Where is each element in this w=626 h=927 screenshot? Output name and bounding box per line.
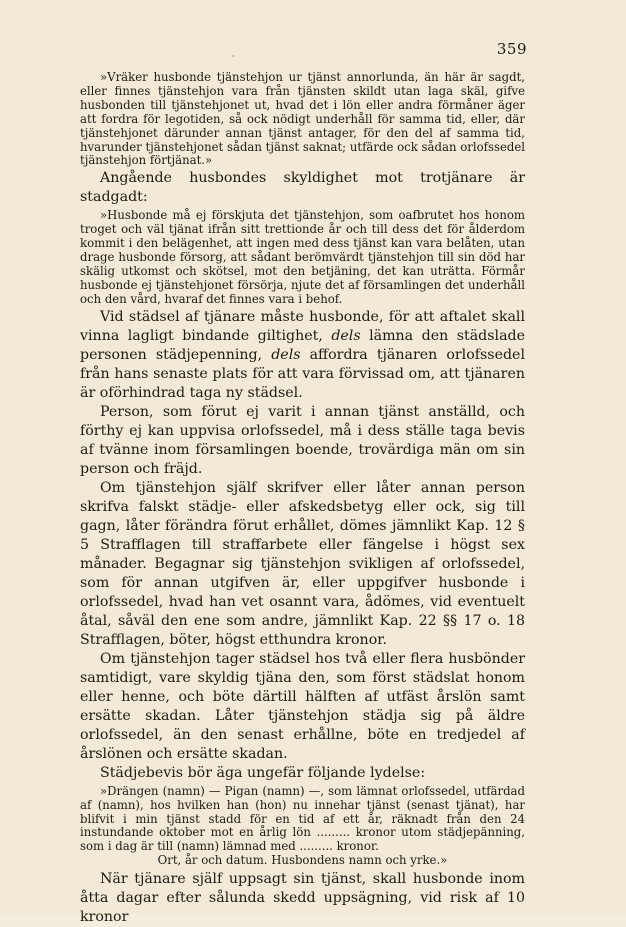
paragraph-quoted-wrongful-dismissal: »Vräker husbonde tjänstehjon ur tjänst annorlunda, än här är sagdt, eller finnes tjänstehjon vara från tjänsten skildt utan laga skäl, gifve husbonden till tjänstehjonet ut, hvad det i lön eller andra förmåner äger att fordra för legotiden, så ock nödigt underhåll för samma tid, eller, där tjänstehjonet därunder annan tjänst antager, för den del af samma tid, hvarunder tjänstehjonet sådan tjänst saknat; utfärde ock sådan orlofssedel tjänstehjon förtjänat.» bbox=[80, 70, 525, 168]
paragraph-resignation: När tjänare själf uppsagt sin tjänst, skall husbonde inom åtta dagar efter sålunda skedd uppsägning, vid risk af 10 kronor bbox=[80, 871, 525, 926]
paragraph-certificate-heading: Städjebevis bör äga ungefär följande lydelse: bbox=[100, 764, 426, 781]
hiring-emphasis-dels-second: dels bbox=[271, 346, 301, 363]
paragraph-double-hiring: Om tjänstehjon tager städsel hos två eller flera husbönder samtidigt, vare skyldig tjäna den, som först städslat honom eller henne, och böte därtill hälften af utfäst årslön samt ersätte skadan. Låter tjänstehjon städja sig på äldre orlofssedel, än den senast erhållne, böte en tredjedel af årslönen och ersätte skadan. bbox=[80, 650, 525, 762]
hiring-text-middle: lämna den städslade personen städjepenning, bbox=[80, 327, 526, 363]
hiring-emphasis-dels-first: dels bbox=[331, 327, 361, 344]
paragraph-first-employment: Person, som förut ej varit i annan tjänst anställd, och förthy ej kan uppvisa orlofssedel, må i dess ställe taga bevis af tvänne inom församlingen boende, trovärdiga män om sin person och fräjd. bbox=[80, 403, 525, 477]
printed-dot-mark: · bbox=[232, 52, 235, 61]
certificate-signature-line: Ort, år och datum. Husbondens namn och yrke.» bbox=[157, 853, 448, 868]
hiring-text-end: affordra tjänaren orlofssedel från hans senaste plats för att vara förvissad om, att tjänaren är oförhindrad taga ny städsel. bbox=[80, 346, 525, 401]
paragraph-quoted-faithful-servants: »Husbonde må ej förskjuta det tjänstehjon, som oafbrutet hos honom troget och väl tjänat ifrån sitt trettionde år och till dess det för ålderdom kommit i den belägenhet, att ingen med dess tjänst kan vara belåten, utan drage husbonde försorg, att sådant berömvärdt tjänstehjon till sin död har skälig utkomst och skötsel, mot den betjäning, det kan uträtta. Förmår husbonde ej tjänstehjonet försörja, njute det af församlingen det underhåll och den vård, hvaraf det finnes vara i behof. bbox=[80, 208, 525, 306]
paragraph-certificate-template: »Drängen (namn) — Pigan (namn) —, som lämnat orlofssedel, utfärdad af (namn), hos hvilken han (hon) nu innehar tjänst (senast tjänat), har blifvit i min tjänst stadd för en tid af ett år, räknadt från den 24 instundande oktober mot en årlig lön ......... kronor utom städjepänning, som i dag är till (namn) lämnad med ......... kronor. bbox=[80, 783, 525, 854]
page-number: 359 bbox=[496, 40, 527, 58]
paragraph-intro-faithful-servants: Angående husbondes skyldighet mot trotjänare är stadgadt: bbox=[80, 170, 525, 206]
page-body bbox=[80, 71, 525, 927]
paragraph-false-certificates: Om tjänstehjon själf skrifver eller låter annan person skrifva falskt städje- eller afskedsbetyg eller ock, sig till gagn, låter förändra förut erhållet, dömes jämnlikt Kap. 12 § 5 Strafflagen till straffarbete eller fängelse i högst sex månader. Begagnar sig tjänstehjon svikligen af orlofssedel, som för annan utgifven är, eller uppgifver husbonde i orlofssedel, hvad han vet osannt vara, ådömes, vid eventuelt åtal, såväl den ene som andre, jämnlikt Kap. 22 §§ 17 o. 18 Strafflagen, böter, högst etthundra kronor. bbox=[80, 479, 525, 648]
hiring-text-start: Vid städsel af tjänare måste husbonde, för att aftalet skall vinna lagligt bindande giltighet, bbox=[80, 308, 525, 344]
paragraph-hiring-rules bbox=[80, 308, 525, 403]
